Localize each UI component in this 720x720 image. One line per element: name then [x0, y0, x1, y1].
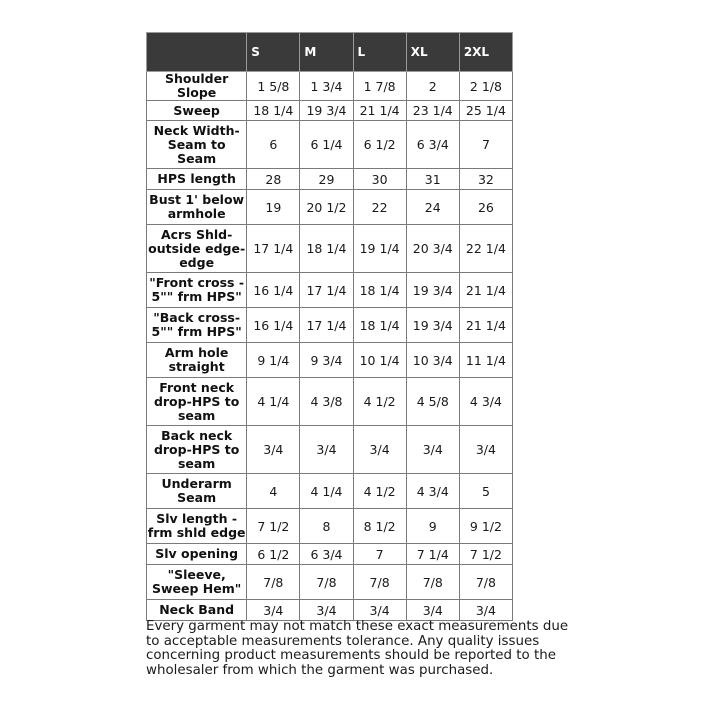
- row-label: Acrs Shld-outside edge- edge: [147, 225, 247, 273]
- measurement-cell: 9 3/4: [300, 343, 353, 378]
- measurement-cell: 18 1/4: [353, 308, 406, 343]
- measurement-cell: 21 1/4: [353, 101, 406, 121]
- measurement-cell: 7 1/2: [459, 544, 512, 565]
- table-row: [147, 378, 513, 426]
- measurement-cell: 7: [459, 121, 512, 169]
- row-label: Bust 1' below armhole: [147, 190, 247, 225]
- measurement-cell: 20 3/4: [406, 225, 459, 273]
- table-body: [147, 72, 513, 621]
- measurement-disclaimer: Every garment may not match these exact measurements due to acceptable measurements tolerance. Any quality issues concerning product measurements should be reported to the wholesaler from which the garment was purchased.: [146, 619, 569, 678]
- measurement-cell: 22: [353, 190, 406, 225]
- measurement-cell: 9 1/4: [247, 343, 300, 378]
- row-label: Back neck drop-HPS to seam: [147, 426, 247, 474]
- table-row: [147, 190, 513, 225]
- row-label: "Front cross - 5"" frm HPS": [147, 273, 247, 308]
- measurement-cell: 25 1/4: [459, 101, 512, 121]
- measurement-cell: 16 1/4: [247, 273, 300, 308]
- measurement-cell: 7/8: [353, 565, 406, 600]
- measurement-cell: 18 1/4: [247, 101, 300, 121]
- measurement-cell: 16 1/4: [247, 308, 300, 343]
- table-row: [147, 101, 513, 121]
- row-label: Sweep: [147, 101, 247, 121]
- measurement-cell: 19 3/4: [406, 308, 459, 343]
- measurement-cell: 1 7/8: [353, 72, 406, 101]
- measurement-cell: 26: [459, 190, 512, 225]
- measurement-cell: 4 1/4: [300, 474, 353, 509]
- table-row: [147, 474, 513, 509]
- measurement-cell: 3/4: [353, 426, 406, 474]
- measurement-cell: 30: [353, 169, 406, 190]
- table-row: [147, 121, 513, 169]
- measurement-cell: 6 3/4: [406, 121, 459, 169]
- table-row: [147, 225, 513, 273]
- table-row: [147, 565, 513, 600]
- measurement-cell: 8: [300, 509, 353, 544]
- row-label: HPS length: [147, 169, 247, 190]
- measurement-cell: 10 3/4: [406, 343, 459, 378]
- measurement-cell: 3/4: [247, 426, 300, 474]
- measurement-cell: 28: [247, 169, 300, 190]
- measurement-cell: 3/4: [459, 426, 512, 474]
- measurement-cell: 5: [459, 474, 512, 509]
- measurement-cell: 24: [406, 190, 459, 225]
- measurement-cell: 3/4: [353, 600, 406, 621]
- row-label: "Back cross- 5"" frm HPS": [147, 308, 247, 343]
- measurement-cell: 23 1/4: [406, 101, 459, 121]
- measurement-cell: 29: [300, 169, 353, 190]
- measurement-cell: 7/8: [300, 565, 353, 600]
- measurement-cell: 18 1/4: [353, 273, 406, 308]
- measurement-cell: 10 1/4: [353, 343, 406, 378]
- measurement-cell: 4 3/4: [459, 378, 512, 426]
- measurement-cell: 31: [406, 169, 459, 190]
- table-row: [147, 600, 513, 621]
- measurement-cell: 4 3/8: [300, 378, 353, 426]
- size-header-2xl: 2XL: [459, 33, 512, 72]
- measurement-cell: 4 1/2: [353, 474, 406, 509]
- row-label: Front neck drop-HPS to seam: [147, 378, 247, 426]
- measurement-cell: 6 3/4: [300, 544, 353, 565]
- table-row: [147, 426, 513, 474]
- row-label: Neck Band: [147, 600, 247, 621]
- measurement-cell: 17 1/4: [247, 225, 300, 273]
- measurement-cell: 3/4: [459, 600, 512, 621]
- table-row: [147, 169, 513, 190]
- measurement-cell: 20 1/2: [300, 190, 353, 225]
- measurement-cell: 7/8: [459, 565, 512, 600]
- measurement-cell: 7/8: [406, 565, 459, 600]
- corner-cell: [147, 33, 247, 72]
- measurement-cell: 11 1/4: [459, 343, 512, 378]
- table-row: [147, 544, 513, 565]
- size-header-s: S: [247, 33, 300, 72]
- measurement-cell: 21 1/4: [459, 308, 512, 343]
- row-label: Underarm Seam: [147, 474, 247, 509]
- row-label: Arm hole straight: [147, 343, 247, 378]
- measurement-cell: 22 1/4: [459, 225, 512, 273]
- measurement-cell: 4 1/4: [247, 378, 300, 426]
- measurement-cell: 4: [247, 474, 300, 509]
- measurement-cell: 19 1/4: [353, 225, 406, 273]
- measurement-cell: 3/4: [247, 600, 300, 621]
- measurement-cell: 19: [247, 190, 300, 225]
- measurement-cell: 4 5/8: [406, 378, 459, 426]
- measurement-cell: 9 1/2: [459, 509, 512, 544]
- row-label: Shoulder Slope: [147, 72, 247, 101]
- row-label: Slv opening: [147, 544, 247, 565]
- measurement-cell: 7/8: [247, 565, 300, 600]
- measurement-cell: 1 5/8: [247, 72, 300, 101]
- size-header-m: M: [300, 33, 353, 72]
- table-row: [147, 72, 513, 101]
- measurement-cell: 17 1/4: [300, 273, 353, 308]
- measurement-cell: 8 1/2: [353, 509, 406, 544]
- table-row: [147, 273, 513, 308]
- table-row: [147, 308, 513, 343]
- measurement-cell: 3/4: [300, 600, 353, 621]
- measurement-cell: 19 3/4: [406, 273, 459, 308]
- measurement-cell: 3/4: [406, 600, 459, 621]
- measurement-cell: 32: [459, 169, 512, 190]
- measurement-cell: 2: [406, 72, 459, 101]
- measurement-cell: 1 3/4: [300, 72, 353, 101]
- header-row: [147, 33, 513, 72]
- measurement-cell: 21 1/4: [459, 273, 512, 308]
- measurement-cell: 6 1/4: [300, 121, 353, 169]
- row-label: "Sleeve, Sweep Hem": [147, 565, 247, 600]
- measurement-cell: 6: [247, 121, 300, 169]
- table-row: [147, 343, 513, 378]
- measurement-cell: 7: [353, 544, 406, 565]
- size-header-l: L: [353, 33, 406, 72]
- measurement-cell: 18 1/4: [300, 225, 353, 273]
- row-label: Neck Width-Seam to Seam: [147, 121, 247, 169]
- measurement-cell: 6 1/2: [247, 544, 300, 565]
- size-chart-table: [146, 32, 513, 621]
- measurement-cell: 7 1/4: [406, 544, 459, 565]
- row-label: Slv length - frm shld edge: [147, 509, 247, 544]
- table-row: [147, 509, 513, 544]
- measurement-cell: 3/4: [406, 426, 459, 474]
- measurement-cell: 2 1/8: [459, 72, 512, 101]
- measurement-cell: 6 1/2: [353, 121, 406, 169]
- measurement-cell: 3/4: [300, 426, 353, 474]
- size-header-xl: XL: [406, 33, 459, 72]
- measurement-cell: 7 1/2: [247, 509, 300, 544]
- measurement-cell: 9: [406, 509, 459, 544]
- measurement-cell: 4 3/4: [406, 474, 459, 509]
- measurement-cell: 19 3/4: [300, 101, 353, 121]
- measurement-cell: 17 1/4: [300, 308, 353, 343]
- measurement-cell: 4 1/2: [353, 378, 406, 426]
